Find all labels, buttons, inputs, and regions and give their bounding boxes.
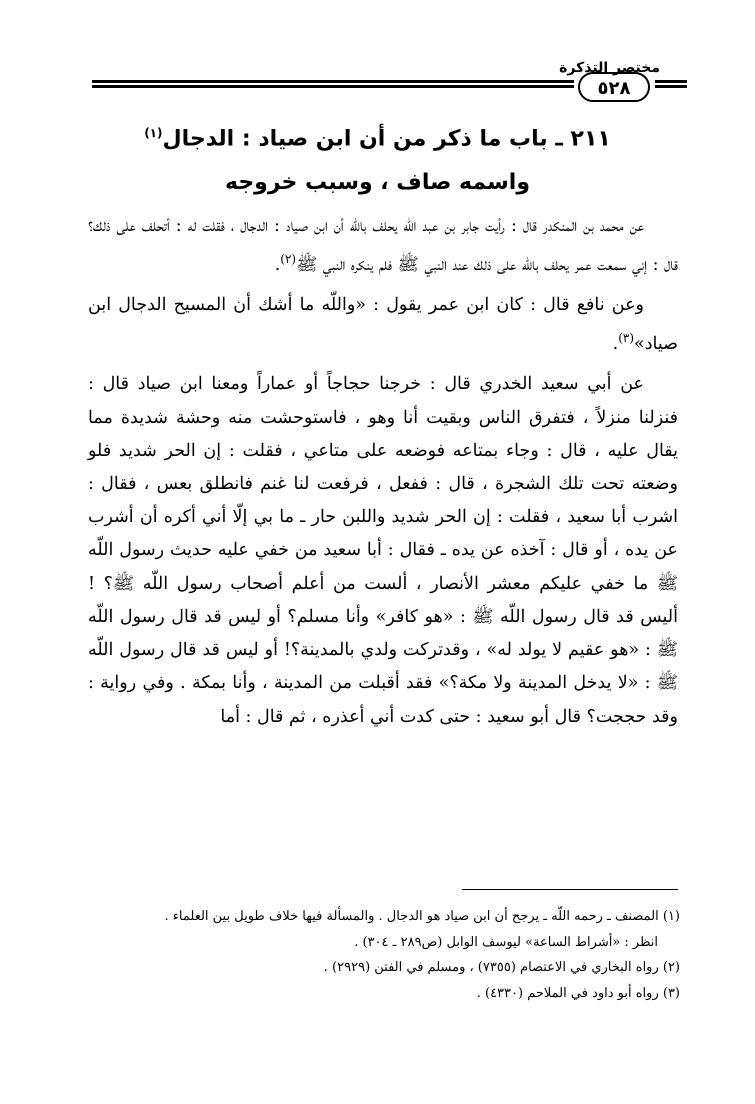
paragraph-end: .: [612, 334, 619, 355]
chapter-title-footnote-ref: (١): [144, 126, 163, 140]
chapter-subtitle: واسمه صاف ، وسبب خروجه: [224, 170, 530, 195]
footnote: (١) المصنف ـ رحمه اللّه ـ يرجح أن ابن صياد هو الدجال . والمسألة فيها خلاف طويل بين العلماء .: [164, 909, 680, 924]
chapter-title-text: ٢١١ ـ باب ما ذكر من أن ابن صياد : الدجال: [162, 126, 611, 152]
paragraph-text: عن أبي سعيد الخدري قال : خرجنا حجاجاً أو عماراً ومعنا ابن صياد قال : فنزلنا منزلاً ، فتفرق الناس وبقيت أنا وهو ، فاستوحشت منه وحشة شديدة مما يقال عليه ، قال : وجاء بمتاعه فوضعه على متاعي ، فقلت : إن الحر شديد فلو وضعته تحت تلك الشجرة ، قال : ففعل ، فرفعت لنا غنم فانطلق بعس ، فقال : اشرب أبا سعيد ، فقلت : إن الحر شديد واللبن حار ـ ما بي إلّا أني أكره أن أشرب عن يده ، أو قال : آخذه عن يده ـ فقال : أبا سعيد من خفي عليه حديث رسول اللّه ﷺ ما خفي عليكم معشر الأنصار ، ألست من أعلم أصحاب رسول اللّه ﷺ؟ ! أليس قد قال رسول اللّه ﷺ : «هو كافر» وأنا مسلم؟ أو ليس قد قال رسول اللّه ﷺ : «هو عقيم لا يولد له» ، وقدتركت ولدي بالمدينة؟! أو ليس قد قال رسول اللّه ﷺ : «لا يدخل المدينة ولا مكة؟» فقد أقبلت من المدينة ، وأنا بمكة . وفي رواية : وقد حججت؟ قال أبو سعيد : حتى كدت أني أعذره ، ثم قال : أما: [88, 374, 678, 727]
footnote-ref: (٢): [280, 252, 297, 267]
footnote: (٢) رواه البخاري في الاعتصام (٧٣٥٥) ، ومسلم في الفتن (٢٩٢٩) .: [323, 960, 680, 976]
paragraph-text: عن محمد بن المنكدر قال : رأيت جابر بن عبد اللّه يحلف باللّه أن ابن صياد : الدجال ، فقلت له : أتحلف على ذلك؟ قال : إني سمعت عمر يحلف باللّه على ذلك عند النبي ﷺ فلم ينكره النبي ﷺ: [88, 216, 678, 276]
paragraph-text: وعن نافع قال : كان ابن عمر يقول : «واللّه ما أشك أن المسيح الدجال ابن صياد»: [88, 295, 678, 355]
footnote: (٣) رواه أبو داود في الملاحم (٤٣٣٠) .: [476, 985, 680, 1001]
header-rule-right: [92, 80, 574, 94]
footnotes: [88, 904, 680, 1006]
footnote: انظر : «أشراط الساعة» ليوسف الوابل (ص٢٨٩ ـ ٣٠٤) .: [354, 934, 658, 950]
running-title: مختصر التذكرة: [559, 60, 660, 76]
paragraph: [88, 289, 678, 361]
footnote-separator: [462, 889, 678, 890]
footnote-ref: (٣): [618, 331, 635, 346]
header-rule-left: [655, 80, 687, 94]
chapter-title: [90, 126, 665, 151]
body-text: [88, 210, 678, 741]
paragraph: [88, 210, 678, 282]
page-number: ٥٢٨: [578, 72, 650, 102]
paragraph: [88, 368, 678, 733]
paragraph-end: .: [274, 255, 281, 276]
